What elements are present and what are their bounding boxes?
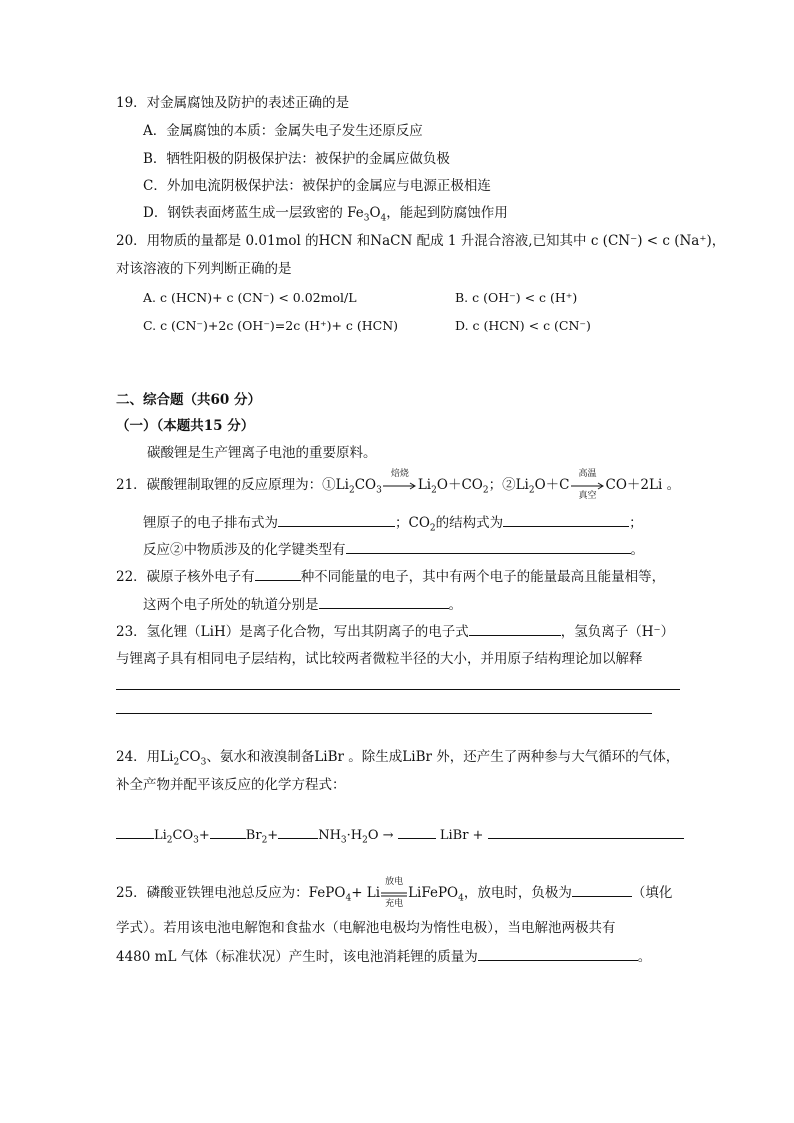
coefficient-blank[interactable] — [116, 825, 154, 839]
q25-line2: 学式）。若用该电池电解饱和食盐水（电解池电极均为惰性电极），当电解池两极共有 — [116, 920, 616, 936]
answer-blank[interactable] — [469, 622, 561, 636]
answer-line[interactable] — [116, 689, 680, 690]
q20-stem-cont: 对该溶液的下列判断正确的是 — [116, 261, 292, 277]
answer-blank[interactable] — [478, 947, 638, 961]
q22-stem: 22．碳原子核外电子有 种不同能量的电子，其中有两个电子的能量最高且能量相等， — [116, 569, 666, 585]
coefficient-blank[interactable] — [398, 825, 436, 839]
q20-stem: 20．用物质的量都是 0.01mol 的HCN 和NaCN 配成 1 升混合溶液,已知其中 c (CN⁻) < c (Na⁺)， — [116, 233, 726, 249]
reaction-arrow-2: 高温 真空 — [571, 479, 605, 493]
q19-option-d: D．钢铁表面烤蓝生成一层致密的 $Fe_3O_4$，能起到防腐蚀作用 — [143, 205, 508, 224]
coefficient-blank[interactable] — [210, 825, 246, 839]
q24-stem: 24．用$Li_2CO_3$、氨水和液溴制备LiBr 。除生成LiBr 外，还产生了两种参与大气循环的气体， — [116, 749, 680, 768]
answer-line[interactable] — [116, 713, 652, 714]
answer-blank[interactable] — [503, 513, 629, 527]
reaction-arrow-1: 焙烧 — [383, 479, 417, 493]
q25-line3: 4480 mL 气体（标准状况）产生时，该电池消耗锂的质量为 。 — [116, 949, 652, 965]
q20-option-d: D. c (HCN) < c (CN⁻) — [455, 318, 591, 333]
answer-blank[interactable] — [255, 567, 301, 581]
answer-blank[interactable] — [278, 513, 395, 527]
part-title: （一）（本题共15 分） — [116, 418, 255, 434]
q21-stem: 21．碳酸锂制取锂的反应原理为：$①Li_2CO_3$ 焙烧 $Li_2O+CO_2$；$②Li_2O+C$ 高温 真空 CO＋2Li 。 — [116, 468, 681, 501]
coefficient-blank[interactable] — [278, 825, 318, 839]
q20-option-b: B. c (OH⁻) < c (H⁺) — [455, 290, 578, 305]
q23-line2: 与锂离子具有相同电子层结构，试比较两者微粒半径的大小，并用原子结构理论加以解释 — [116, 651, 643, 667]
q19-option-b: B．牺牲阳极的阴极保护法：被保护的金属应做负极 — [143, 151, 450, 167]
answer-blank[interactable] — [346, 540, 631, 554]
section-title: 二、综合题（共60 分） — [116, 392, 261, 408]
q21-line3: 反应②中物质涉及的化学键类型有 。 — [143, 542, 644, 558]
section-intro: 碳酸锂是生产锂离子电池的重要原料。 — [147, 445, 377, 461]
q20-option-a: A. c (HCN)+ c (CN⁻) < 0.02mol/L — [143, 290, 357, 305]
q20-option-c: C. c (CN⁻)+2c (OH⁻)=2c (H⁺)+ c (HCN) — [143, 318, 399, 333]
reversible-arrow: 放电 充电 — [385, 876, 404, 909]
q25-stem: 25．磷酸亚铁锂电池总反应为：FePO$_4$+ Li 放电 充电 LiFePO$_4$，放电时，负极为 （填化 — [116, 876, 673, 909]
product-blank[interactable] — [488, 825, 684, 839]
q24-stem-cont: 补全产物并配平该反应的化学方程式： — [116, 777, 346, 793]
answer-blank[interactable] — [319, 595, 449, 609]
q19-option-a: A．金属腐蚀的本质：金属失电子发生还原反应 — [143, 123, 423, 139]
q19-stem: 19．对金属腐蚀及防护的表述正确的是 — [116, 95, 350, 111]
answer-blank[interactable] — [572, 883, 632, 897]
q22-line2: 这两个电子所处的轨道分别是 。 — [143, 597, 462, 613]
q23-stem: 23．氢化锂（LiH）是离子化合物，写出其阴离子的电子式 ，氢负离子（H⁻） — [116, 624, 675, 640]
q19-option-c: C．外加电流阴极保护法：被保护的金属应与电源正极相连 — [143, 178, 491, 194]
q21-line2: 锂原子的电子排布式为 ；$CO_2$的结构式为 ； — [143, 515, 643, 534]
q24-equation: $Li_2CO_3+ Br_2+ NH_3\cdot H_2O$ → LiBr + — [116, 825, 684, 845]
